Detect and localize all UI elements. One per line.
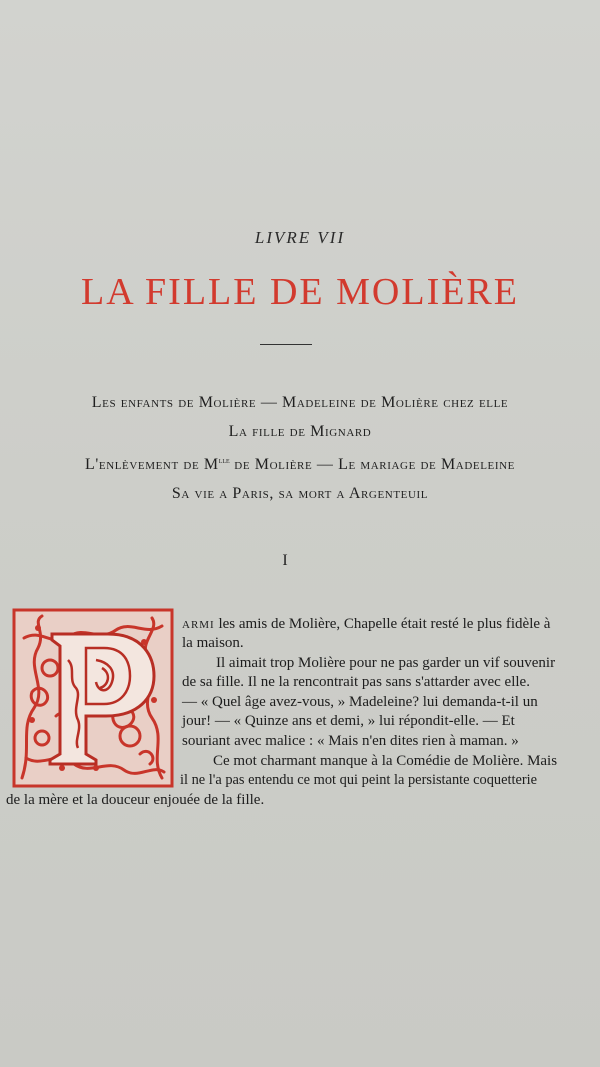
ornamental-initial-icon — [12, 608, 174, 788]
first-word: armi — [182, 616, 215, 632]
summary-line-3-superscript: lle — [218, 455, 230, 465]
book-number: LIVRE VII — [254, 228, 346, 247]
text-line-9: il ne l'a pas entendu ce mot qui peint la persistante coquetterie — [180, 772, 538, 788]
summary-line-3-start: L'enlèvement de M — [85, 456, 219, 473]
chapter-summary — [0, 388, 600, 508]
summary-line-1: Les enfants de Molière — Madeleine de Molière chez elle — [91, 394, 509, 411]
text-line-5: — « Quel âge avez-vous, » Madeleine? lui demanda-t-il un — [182, 694, 538, 710]
text-line-1 — [182, 616, 550, 633]
title-divider — [260, 344, 312, 345]
text-line-10: de la mère et la douceur enjouée de la fille. — [6, 792, 265, 808]
text-line-8: Ce mot charmant manque à la Comédie de Molière. Mais — [213, 753, 558, 769]
text-line-3: Il aimait trop Molière pour ne pas garder un vif souvenir — [216, 655, 556, 671]
text-line-6: jour! — « Quinze ans et demi, » lui répondit-elle. — Et — [182, 713, 515, 729]
text-line-2: la maison. — [182, 635, 244, 651]
text-line-4: de sa fille. Il ne la rencontrait pas sans s'attarder avec elle. — [182, 674, 530, 690]
summary-line-4: Sa vie a Paris, sa mort a Argenteuil — [171, 485, 429, 502]
summary-line-3-end: de Molière — Le mariage de Madeleine — [229, 456, 515, 473]
text-line-7: souriant avec malice : « Mais n'en dites rien à maman. » — [182, 733, 519, 749]
text-line-1-rest: les amis de Molière, Chapelle était resté le plus fidèle à — [214, 616, 551, 632]
chapter-title: LA FILLE DE MOLIÈRE — [80, 271, 519, 313]
summary-line-2: La fille de Mignard — [228, 423, 372, 440]
summary-line-3 — [0, 446, 600, 479]
section-number: I — [282, 552, 288, 569]
